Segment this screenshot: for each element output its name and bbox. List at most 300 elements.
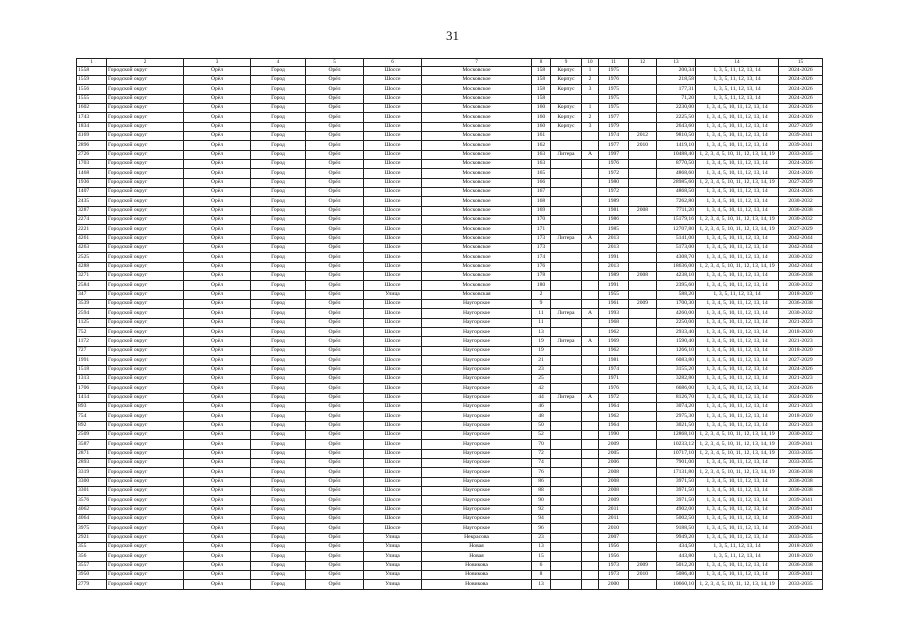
cell-works: 1, 3, 4, 5, 10, 11, 12, 13, 14 (696, 515, 779, 524)
cell-house: 42 (532, 384, 551, 393)
cell-district: Орёл (184, 356, 251, 365)
cell-district: Орёл (184, 290, 251, 299)
cell-district: Орёл (184, 225, 251, 234)
cell-district-type: Городской округ (107, 458, 184, 467)
cell-settlement: Орёл (306, 337, 364, 346)
cell-period: 2039-2041 (779, 440, 823, 449)
cell-district: Орёл (184, 141, 251, 150)
cell-district: Орёл (184, 113, 251, 122)
cell-house: 174 (532, 253, 551, 262)
cell-street: Наугорское (422, 505, 532, 514)
cell-building-type (551, 300, 582, 309)
cell-year-renovated (629, 412, 657, 421)
cell-street: Наугорское (422, 421, 532, 430)
cell-building-no (582, 318, 599, 327)
cell-year-built: 1955 (599, 290, 629, 299)
cell-street-type: Шоссе (364, 187, 422, 196)
cell-district: Орёл (184, 571, 251, 580)
column-header-2: 2 (107, 59, 184, 67)
cell-area: 3971,50 (657, 496, 696, 505)
cell-works: 1, 3, 4, 5, 10, 11, 12, 13, 14 (696, 131, 779, 140)
cell-works: 1, 3, 4, 5, 10, 11, 12, 13, 14 (696, 328, 779, 337)
cell-period: 2021-2023 (779, 421, 823, 430)
cell-year-renovated (629, 178, 657, 187)
table-row (77, 458, 823, 467)
cell-settlement-type: Город (251, 75, 306, 84)
cell-street-type: Шоссе (364, 113, 422, 122)
cell-settlement-type: Город (251, 440, 306, 449)
table-row (77, 356, 823, 365)
cell-year-renovated (629, 477, 657, 486)
cell-building-no (582, 365, 599, 374)
cell-building-type (551, 580, 582, 589)
cell-street: Московское (422, 103, 532, 112)
table-row (77, 300, 823, 309)
cell-district: Орёл (184, 561, 251, 570)
cell-street-type: Улица (364, 533, 422, 542)
cell-street: Наугорское (422, 412, 532, 421)
cell-building-no (582, 486, 599, 495)
cell-settlement-type: Город (251, 159, 306, 168)
cell-street-type: Шоссе (364, 337, 422, 346)
cell-street-type: Шоссе (364, 412, 422, 421)
cell-period: 2033-2035 (779, 533, 823, 542)
cell-period: 2024-2026 (779, 187, 823, 196)
cell-district-type: Городской округ (107, 187, 184, 196)
cell-street: Московское (422, 178, 532, 187)
cell-id: 3557 (77, 561, 107, 570)
cell-year-built: 1975 (599, 85, 629, 94)
cell-street-type: Шоссе (364, 141, 422, 150)
cell-district: Орёл (184, 300, 251, 309)
cell-period: 2030-2032 (779, 197, 823, 206)
cell-building-no (582, 580, 599, 589)
cell-building-type (551, 225, 582, 234)
cell-id: 4169 (77, 131, 107, 140)
cell-district-type: Городской округ (107, 505, 184, 514)
cell-year-renovated (629, 66, 657, 75)
cell-building-no: А (582, 150, 599, 159)
cell-id: 1313 (77, 374, 107, 383)
cell-year-renovated (629, 524, 657, 533)
cell-house: 21 (532, 356, 551, 365)
cell-building-type (551, 141, 582, 150)
cell-building-type: Литера (551, 234, 582, 243)
cell-settlement: Орёл (306, 290, 364, 299)
cell-house: 44 (532, 393, 551, 402)
cell-street: Московское (422, 253, 532, 262)
cell-id: 1172 (77, 337, 107, 346)
cell-works: 1, 3, 4, 5, 10, 11, 12, 13, 14 (696, 244, 779, 253)
cell-building-type (551, 169, 582, 178)
column-header-11: 11 (599, 59, 629, 67)
cell-building-type (551, 543, 582, 552)
cell-district: Орёл (184, 197, 251, 206)
cell-house: 2 (532, 290, 551, 299)
cell-settlement-type: Город (251, 300, 306, 309)
cell-id: 1703 (77, 159, 107, 168)
cell-district-type: Городской округ (107, 66, 184, 75)
cell-street: Наугорское (422, 374, 532, 383)
cell-district-type: Городской округ (107, 346, 184, 355)
cell-district-type: Городской округ (107, 477, 184, 486)
cell-id: 1558 (77, 66, 107, 75)
cell-period: 2021-2023 (779, 337, 823, 346)
cell-street: Московское (422, 262, 532, 271)
column-header-4: 4 (251, 59, 306, 67)
cell-period: 2030-2032 (779, 281, 823, 290)
cell-settlement-type: Город (251, 281, 306, 290)
cell-area: 5012,20 (657, 561, 696, 570)
cell-settlement-type: Город (251, 496, 306, 505)
cell-house: 169 (532, 206, 551, 215)
cell-district: Орёл (184, 94, 251, 103)
cell-building-no: 1 (582, 66, 599, 75)
cell-street: Наугорское (422, 300, 532, 309)
cell-street: Наугорское (422, 309, 532, 318)
cell-period: 2042-2044 (779, 262, 823, 271)
cell-district: Орёл (184, 337, 251, 346)
cell-period: 2033-2035 (779, 449, 823, 458)
cell-works: 1, 3, 5, 11, 12, 13, 14 (696, 75, 779, 84)
cell-street-type: Шоссе (364, 66, 422, 75)
cell-year-built: 1990 (599, 430, 629, 439)
cell-settlement-type: Город (251, 94, 306, 103)
cell-building-no: А (582, 309, 599, 318)
table-row (77, 206, 823, 215)
cell-settlement: Орёл (306, 374, 364, 383)
cell-building-type (551, 374, 582, 383)
cell-building-type: Литера (551, 337, 582, 346)
cell-building-no: 2 (582, 113, 599, 122)
cell-district-type: Городской округ (107, 449, 184, 458)
cell-street: Наугорское (422, 468, 532, 477)
cell-works: 1, 3, 5, 11, 12, 13, 14 (696, 85, 779, 94)
cell-building-type (551, 515, 582, 524)
cell-street-type: Шоссе (364, 234, 422, 243)
cell-settlement: Орёл (306, 141, 364, 150)
cell-district-type: Городской округ (107, 561, 184, 570)
cell-settlement: Орёл (306, 449, 364, 458)
table-row (77, 552, 823, 561)
cell-year-renovated (629, 496, 657, 505)
cell-street: Наугорское (422, 477, 532, 486)
cell-district-type: Городской округ (107, 244, 184, 253)
cell-street-type: Шоссе (364, 421, 422, 430)
table-row (77, 346, 823, 355)
table-row (77, 187, 823, 196)
cell-building-no (582, 300, 599, 309)
cell-settlement: Орёл (306, 402, 364, 411)
cell-year-built: 2011 (599, 515, 629, 524)
cell-district-type: Городской округ (107, 393, 184, 402)
cell-settlement: Орёл (306, 253, 364, 262)
cell-works: 1, 3, 4, 5, 10, 11, 12, 13, 14 (696, 533, 779, 542)
cell-year-renovated (629, 421, 657, 430)
cell-house: 173 (532, 234, 551, 243)
cell-building-no (582, 533, 599, 542)
cell-settlement: Орёл (306, 356, 364, 365)
cell-building-no (582, 505, 599, 514)
cell-area: 7711,20 (657, 206, 696, 215)
cell-settlement: Орёл (306, 533, 364, 542)
cell-street-type: Шоссе (364, 75, 422, 84)
cell-building-type: Литера (551, 150, 582, 159)
cell-period: 2039-2041 (779, 496, 823, 505)
cell-street-type: Шоссе (364, 197, 422, 206)
cell-street: Наугорское (422, 365, 532, 374)
cell-district: Орёл (184, 131, 251, 140)
cell-id: 3271 (77, 272, 107, 281)
cell-district: Орёл (184, 309, 251, 318)
table-row (77, 421, 823, 430)
cell-house: 13 (532, 328, 551, 337)
cell-building-no (582, 169, 599, 178)
cell-settlement-type: Город (251, 543, 306, 552)
cell-district-type: Городской округ (107, 103, 184, 112)
cell-year-renovated: 2009 (629, 300, 657, 309)
cell-district-type: Городской округ (107, 300, 184, 309)
cell-works: 1, 3, 4, 5, 10, 11, 12, 13, 14 (696, 169, 779, 178)
cell-house: 46 (532, 402, 551, 411)
cell-year-renovated (629, 262, 657, 271)
cell-building-no (582, 94, 599, 103)
cell-street-type: Шоссе (364, 159, 422, 168)
cell-period: 2024-2026 (779, 85, 823, 94)
cell-district-type: Городской округ (107, 318, 184, 327)
cell-building-no (582, 187, 599, 196)
cell-period: 2024-2026 (779, 393, 823, 402)
cell-building-no (582, 206, 599, 215)
cell-settlement: Орёл (306, 131, 364, 140)
cell-building-no (582, 571, 599, 580)
cell-year-built: 2009 (599, 496, 629, 505)
cell-building-no (582, 515, 599, 524)
cell-settlement: Орёл (306, 262, 364, 271)
cell-settlement-type: Город (251, 197, 306, 206)
cell-house: 171 (532, 225, 551, 234)
cell-street-type: Шоссе (364, 505, 422, 514)
table-row (77, 169, 823, 178)
cell-year-renovated: 2010 (629, 571, 657, 580)
cell-works: 1, 3, 5, 11, 12, 13, 14 (696, 543, 779, 552)
cell-street-type: Улица (364, 543, 422, 552)
cell-year-built: 1976 (599, 384, 629, 393)
cell-settlement-type: Город (251, 402, 306, 411)
table-row (77, 197, 823, 206)
cell-building-type (551, 468, 582, 477)
cell-district-type: Городской округ (107, 262, 184, 271)
cell-street: Московское (422, 75, 532, 84)
cell-settlement: Орёл (306, 103, 364, 112)
cell-settlement: Орёл (306, 75, 364, 84)
cell-id: 4263 (77, 244, 107, 253)
cell-works: 1, 2, 3, 4, 5, 10, 11, 12, 13, 14, 19 (696, 150, 779, 159)
cell-settlement: Орёл (306, 571, 364, 580)
cell-id: 2274 (77, 216, 107, 225)
cell-year-renovated (629, 187, 657, 196)
cell-district: Орёл (184, 440, 251, 449)
cell-period: 2039-2041 (779, 141, 823, 150)
cell-id: 3576 (77, 496, 107, 505)
table-row (77, 309, 823, 318)
cell-year-built: 1976 (599, 159, 629, 168)
cell-district: Орёл (184, 449, 251, 458)
cell-building-no (582, 197, 599, 206)
cell-house: 48 (532, 412, 551, 421)
table-row (77, 178, 823, 187)
cell-works: 1, 3, 4, 5, 10, 11, 12, 13, 14 (696, 458, 779, 467)
table-row (77, 524, 823, 533)
cell-settlement-type: Город (251, 169, 306, 178)
cell-year-built: 1956 (599, 543, 629, 552)
cell-street: Московское (422, 113, 532, 122)
cell-building-type: Корпус (551, 122, 582, 131)
cell-house: 76 (532, 468, 551, 477)
cell-building-type (551, 505, 582, 514)
cell-street-type: Шоссе (364, 524, 422, 533)
cell-area: 3282,80 (657, 374, 696, 383)
cell-house: 178 (532, 272, 551, 281)
cell-id: 4261 (77, 234, 107, 243)
cell-district-type: Городской округ (107, 85, 184, 94)
cell-year-renovated (629, 150, 657, 159)
cell-year-renovated (629, 122, 657, 131)
cell-district: Орёл (184, 421, 251, 430)
cell-district-type: Городской округ (107, 253, 184, 262)
cell-period: 2027-2029 (779, 122, 823, 131)
cell-street: Наугорское (422, 486, 532, 495)
cell-building-no (582, 468, 599, 477)
cell-year-built: 2013 (599, 244, 629, 253)
cell-building-type (551, 206, 582, 215)
cell-works: 1, 3, 4, 5, 10, 11, 12, 13, 14 (696, 524, 779, 533)
cell-year-built: 1974 (599, 131, 629, 140)
cell-settlement: Орёл (306, 496, 364, 505)
cell-area: 9949,20 (657, 533, 696, 542)
table-row (77, 477, 823, 486)
table-row (77, 122, 823, 131)
cell-period: 2018-2020 (779, 328, 823, 337)
table-row (77, 244, 823, 253)
cell-building-type (551, 216, 582, 225)
cell-building-type (551, 412, 582, 421)
cell-street: Наугорское (422, 449, 532, 458)
cell-year-renovated (629, 281, 657, 290)
cell-id: 2779 (77, 580, 107, 589)
cell-area: 15179,16 (657, 216, 696, 225)
cell-works: 1, 3, 4, 5, 10, 11, 12, 13, 14 (696, 253, 779, 262)
cell-id: 355 (77, 543, 107, 552)
cell-building-no (582, 262, 599, 271)
cell-works: 1, 3, 4, 5, 10, 11, 12, 13, 14 (696, 412, 779, 421)
cell-street: Новикова (422, 571, 532, 580)
cell-building-type: Корпус (551, 103, 582, 112)
register-table (76, 58, 823, 590)
cell-street-type: Шоссе (364, 440, 422, 449)
cell-area: 6083,80 (657, 356, 696, 365)
cell-building-type (551, 449, 582, 458)
cell-settlement-type: Город (251, 262, 306, 271)
cell-house: 94 (532, 515, 551, 524)
cell-district-type: Городской округ (107, 290, 184, 299)
cell-district-type: Городской округ (107, 412, 184, 421)
table-row (77, 262, 823, 271)
cell-district-type: Городской округ (107, 524, 184, 533)
cell-building-type (551, 346, 582, 355)
cell-year-built: 2013 (599, 262, 629, 271)
cell-settlement-type: Город (251, 178, 306, 187)
cell-street-type: Шоссе (364, 486, 422, 495)
cell-district-type: Городской округ (107, 533, 184, 542)
cell-id: 4064 (77, 515, 107, 524)
cell-period: 2036-2038 (779, 206, 823, 215)
cell-house: 23 (532, 365, 551, 374)
cell-year-renovated: 2009 (629, 561, 657, 570)
cell-building-no (582, 421, 599, 430)
cell-settlement: Орёл (306, 94, 364, 103)
cell-house: 86 (532, 477, 551, 486)
cell-settlement-type: Город (251, 449, 306, 458)
cell-building-type (551, 552, 582, 561)
cell-street-type: Шоссе (364, 178, 422, 187)
page-number: 31 (446, 28, 459, 43)
cell-settlement-type: Город (251, 234, 306, 243)
table-row (77, 281, 823, 290)
cell-year-built: 2007 (599, 533, 629, 542)
cell-year-built: 1981 (599, 206, 629, 215)
cell-building-no (582, 561, 599, 570)
cell-settlement: Орёл (306, 552, 364, 561)
cell-area: 2230,00 (657, 103, 696, 112)
cell-street: Наугорское (422, 337, 532, 346)
cell-house: 13 (532, 580, 551, 589)
cell-settlement-type: Город (251, 412, 306, 421)
cell-street: Московское (422, 141, 532, 150)
cell-settlement-type: Город (251, 328, 306, 337)
cell-period: 2021-2023 (779, 402, 823, 411)
cell-settlement: Орёл (306, 486, 364, 495)
cell-district-type: Городской округ (107, 216, 184, 225)
cell-year-renovated (629, 169, 657, 178)
cell-building-type (551, 384, 582, 393)
cell-year-built: 1991 (599, 253, 629, 262)
cell-street: Наугорское (422, 346, 532, 355)
cell-area: 2395,60 (657, 281, 696, 290)
cell-building-no (582, 244, 599, 253)
cell-settlement: Орёл (306, 216, 364, 225)
cell-year-built: 1972 (599, 187, 629, 196)
table-row (77, 131, 823, 140)
cell-building-no (582, 141, 599, 150)
cell-year-built: 1962 (599, 328, 629, 337)
cell-settlement: Орёл (306, 318, 364, 327)
cell-building-type (551, 281, 582, 290)
cell-works: 1, 3, 4, 5, 10, 11, 12, 13, 14 (696, 187, 779, 196)
cell-year-built: 2008 (599, 477, 629, 486)
cell-period: 2024-2026 (779, 384, 823, 393)
cell-district-type: Городской округ (107, 113, 184, 122)
cell-area: 218,58 (657, 75, 696, 84)
cell-street: Некрасова (422, 533, 532, 542)
cell-settlement: Орёл (306, 66, 364, 75)
cell-works: 1, 3, 4, 5, 10, 11, 12, 13, 14 (696, 561, 779, 570)
cell-house: 170 (532, 216, 551, 225)
cell-works: 1, 2, 3, 4, 5, 10, 11, 12, 13, 14, 19 (696, 580, 779, 589)
cell-id: 3287 (77, 206, 107, 215)
cell-id: 3301 (77, 486, 107, 495)
cell-street-type: Шоссе (364, 430, 422, 439)
